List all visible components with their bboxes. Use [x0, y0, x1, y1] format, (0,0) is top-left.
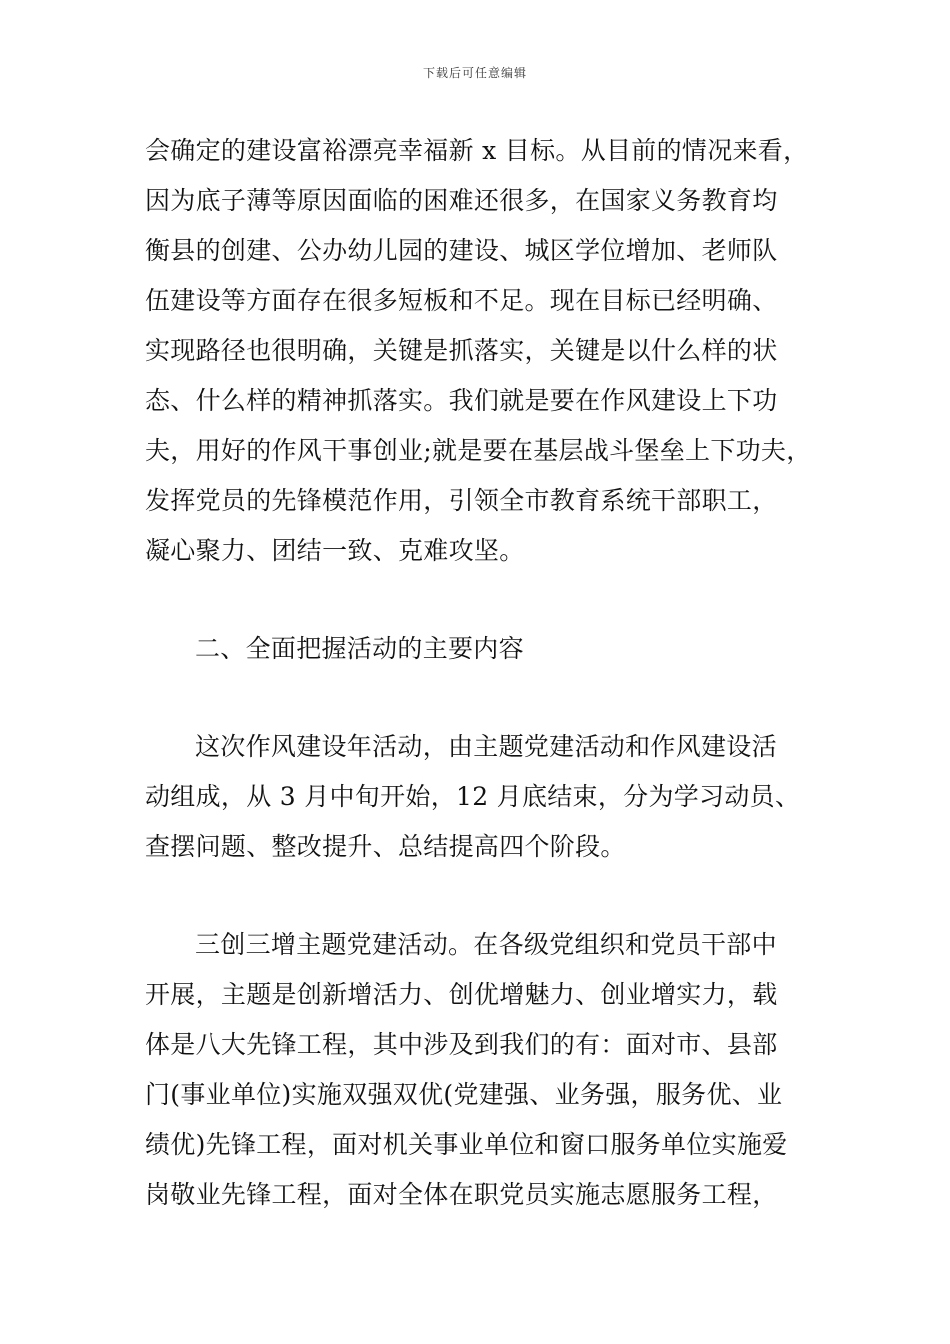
section-heading: [145, 624, 835, 674]
text-line: 体是八大先锋工程，其中涉及到我们的有：面对市、县部: [145, 1030, 778, 1059]
heading-line: 二、全面把握活动的主要内容: [195, 634, 524, 663]
page-header: 下载后可任意编辑: [422, 66, 527, 80]
text-line: 实现路径也很明确，关键是抓落实，关键是以什么样的状: [145, 336, 778, 365]
text-line: 动组成，从 3 月中旬开始，12 月底结束，分为学习动员、: [145, 782, 801, 811]
text-line: 绩优)先锋工程，面对机关事业单位和窗口服务单位实施爱: [145, 1130, 788, 1159]
document-body: [145, 126, 835, 1220]
text-line: 伍建设等方面存在很多短板和不足。现在目标已经明确、: [145, 286, 778, 315]
text-line: 夫，用好的作风干事创业;就是要在基层战斗堡垒上下功夫，: [145, 436, 812, 465]
paragraph-spacer: [145, 872, 835, 920]
text-line: 会确定的建设富裕漂亮幸福新 x 目标。从目前的情况来看，: [145, 136, 809, 165]
paragraph-continuation: [145, 126, 835, 576]
paragraph-activity-overview: [145, 722, 835, 872]
text-line: 三创三增主题党建活动。在各级党组织和党员干部中: [195, 930, 777, 959]
text-line: 这次作风建设年活动，由主题党建活动和作风建设活: [195, 732, 777, 761]
text-line: 门(事业单位)实施双强双优(党建强、业务强，服务优、业: [145, 1080, 783, 1109]
text-line: 凝心聚力、团结一致、克难攻坚。: [145, 536, 525, 565]
paragraph-spacer: [145, 674, 835, 722]
paragraph-spacer: [145, 576, 835, 624]
text-line: 岗敬业先锋工程，面对全体在职党员实施志愿服务工程，: [145, 1180, 778, 1209]
text-line: 态、什么样的精神抓落实。我们就是要在作风建设上下功: [145, 386, 778, 415]
paragraph-party-building: [145, 920, 835, 1220]
text-line: 因为底子薄等原因面临的困难还很多，在国家义务教育均: [145, 186, 778, 215]
text-line: 查摆问题、整改提升、总结提高四个阶段。: [145, 832, 626, 861]
text-line: 衡县的创建、公办幼儿园的建设、城区学位增加、老师队: [145, 236, 778, 265]
text-line: 发挥党员的先锋模范作用，引领全市教育系统干部职工，: [145, 486, 778, 515]
text-line: 开展，主题是创新增活力、创优增魅力、创业增实力，载: [145, 980, 778, 1009]
